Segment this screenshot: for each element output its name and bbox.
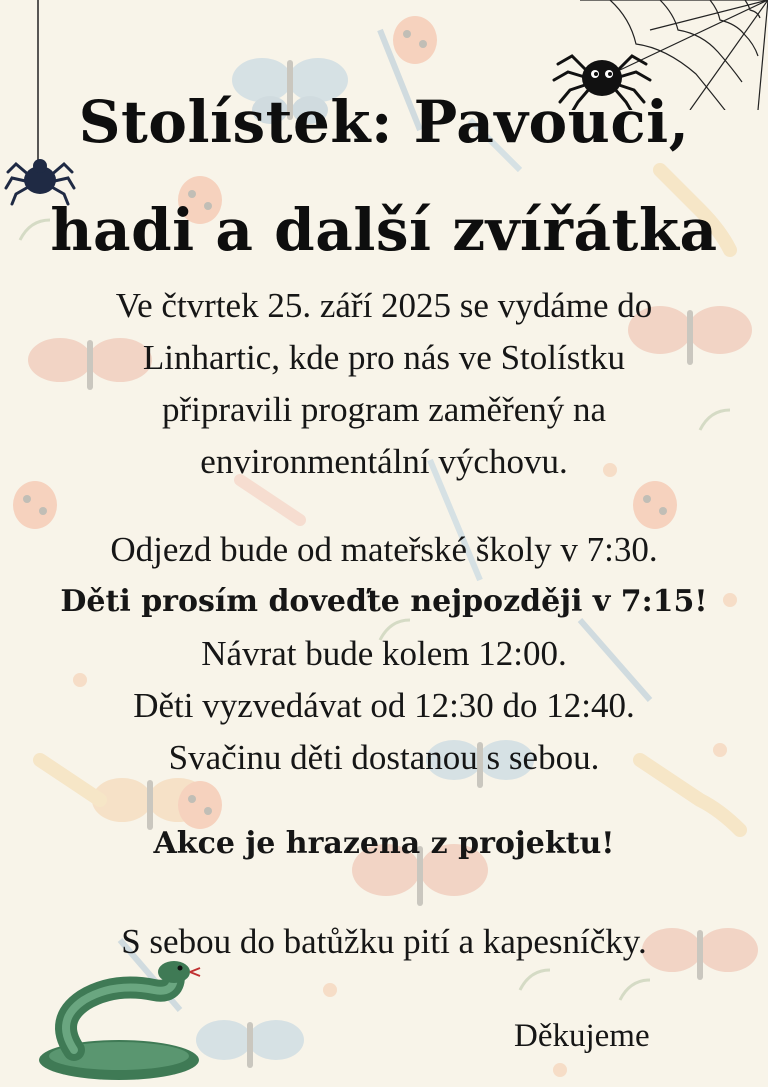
backpack-note: S sebou do batůžku pití a kapesníčky. bbox=[121, 922, 647, 961]
departure-text: Odjezd bude od mateřské školy v 7:30. bbox=[110, 530, 658, 569]
intro-line: environmentální výchovu. bbox=[200, 442, 568, 481]
snack-text: Svačinu děti dostanou s sebou. bbox=[168, 738, 600, 777]
return-text: Návrat bude kolem 12:00. bbox=[201, 634, 567, 673]
pickup-text: Děti vyzvedávat od 12:30 do 12:40. bbox=[133, 686, 635, 725]
arrival-note: Děti prosím doveďte nejpozději v 7:15! bbox=[60, 584, 708, 619]
funding-note: Akce je hrazena z projektu! bbox=[153, 826, 615, 861]
intro-line: Linhartic, kde pro nás ve Stolístku bbox=[142, 338, 626, 377]
thanks-text: Děkujeme bbox=[514, 1018, 650, 1054]
ladybug-icon bbox=[633, 481, 677, 529]
page-title-line-2: hadi a další zvířátka bbox=[50, 196, 718, 264]
ladybug-icon bbox=[13, 481, 57, 529]
ladybug-icon bbox=[393, 16, 437, 64]
butterfly-icon bbox=[196, 1020, 304, 1068]
page-title-line-1: Stolístek: Pavouci, bbox=[78, 88, 690, 156]
intro-line: Ve čtvrtek 25. září 2025 se vydáme do bbox=[115, 286, 653, 325]
snake-icon bbox=[34, 958, 204, 1083]
intro-paragraph bbox=[0, 280, 768, 488]
schedule-block bbox=[0, 524, 768, 784]
intro-line: připravili program zaměřený na bbox=[161, 390, 607, 429]
